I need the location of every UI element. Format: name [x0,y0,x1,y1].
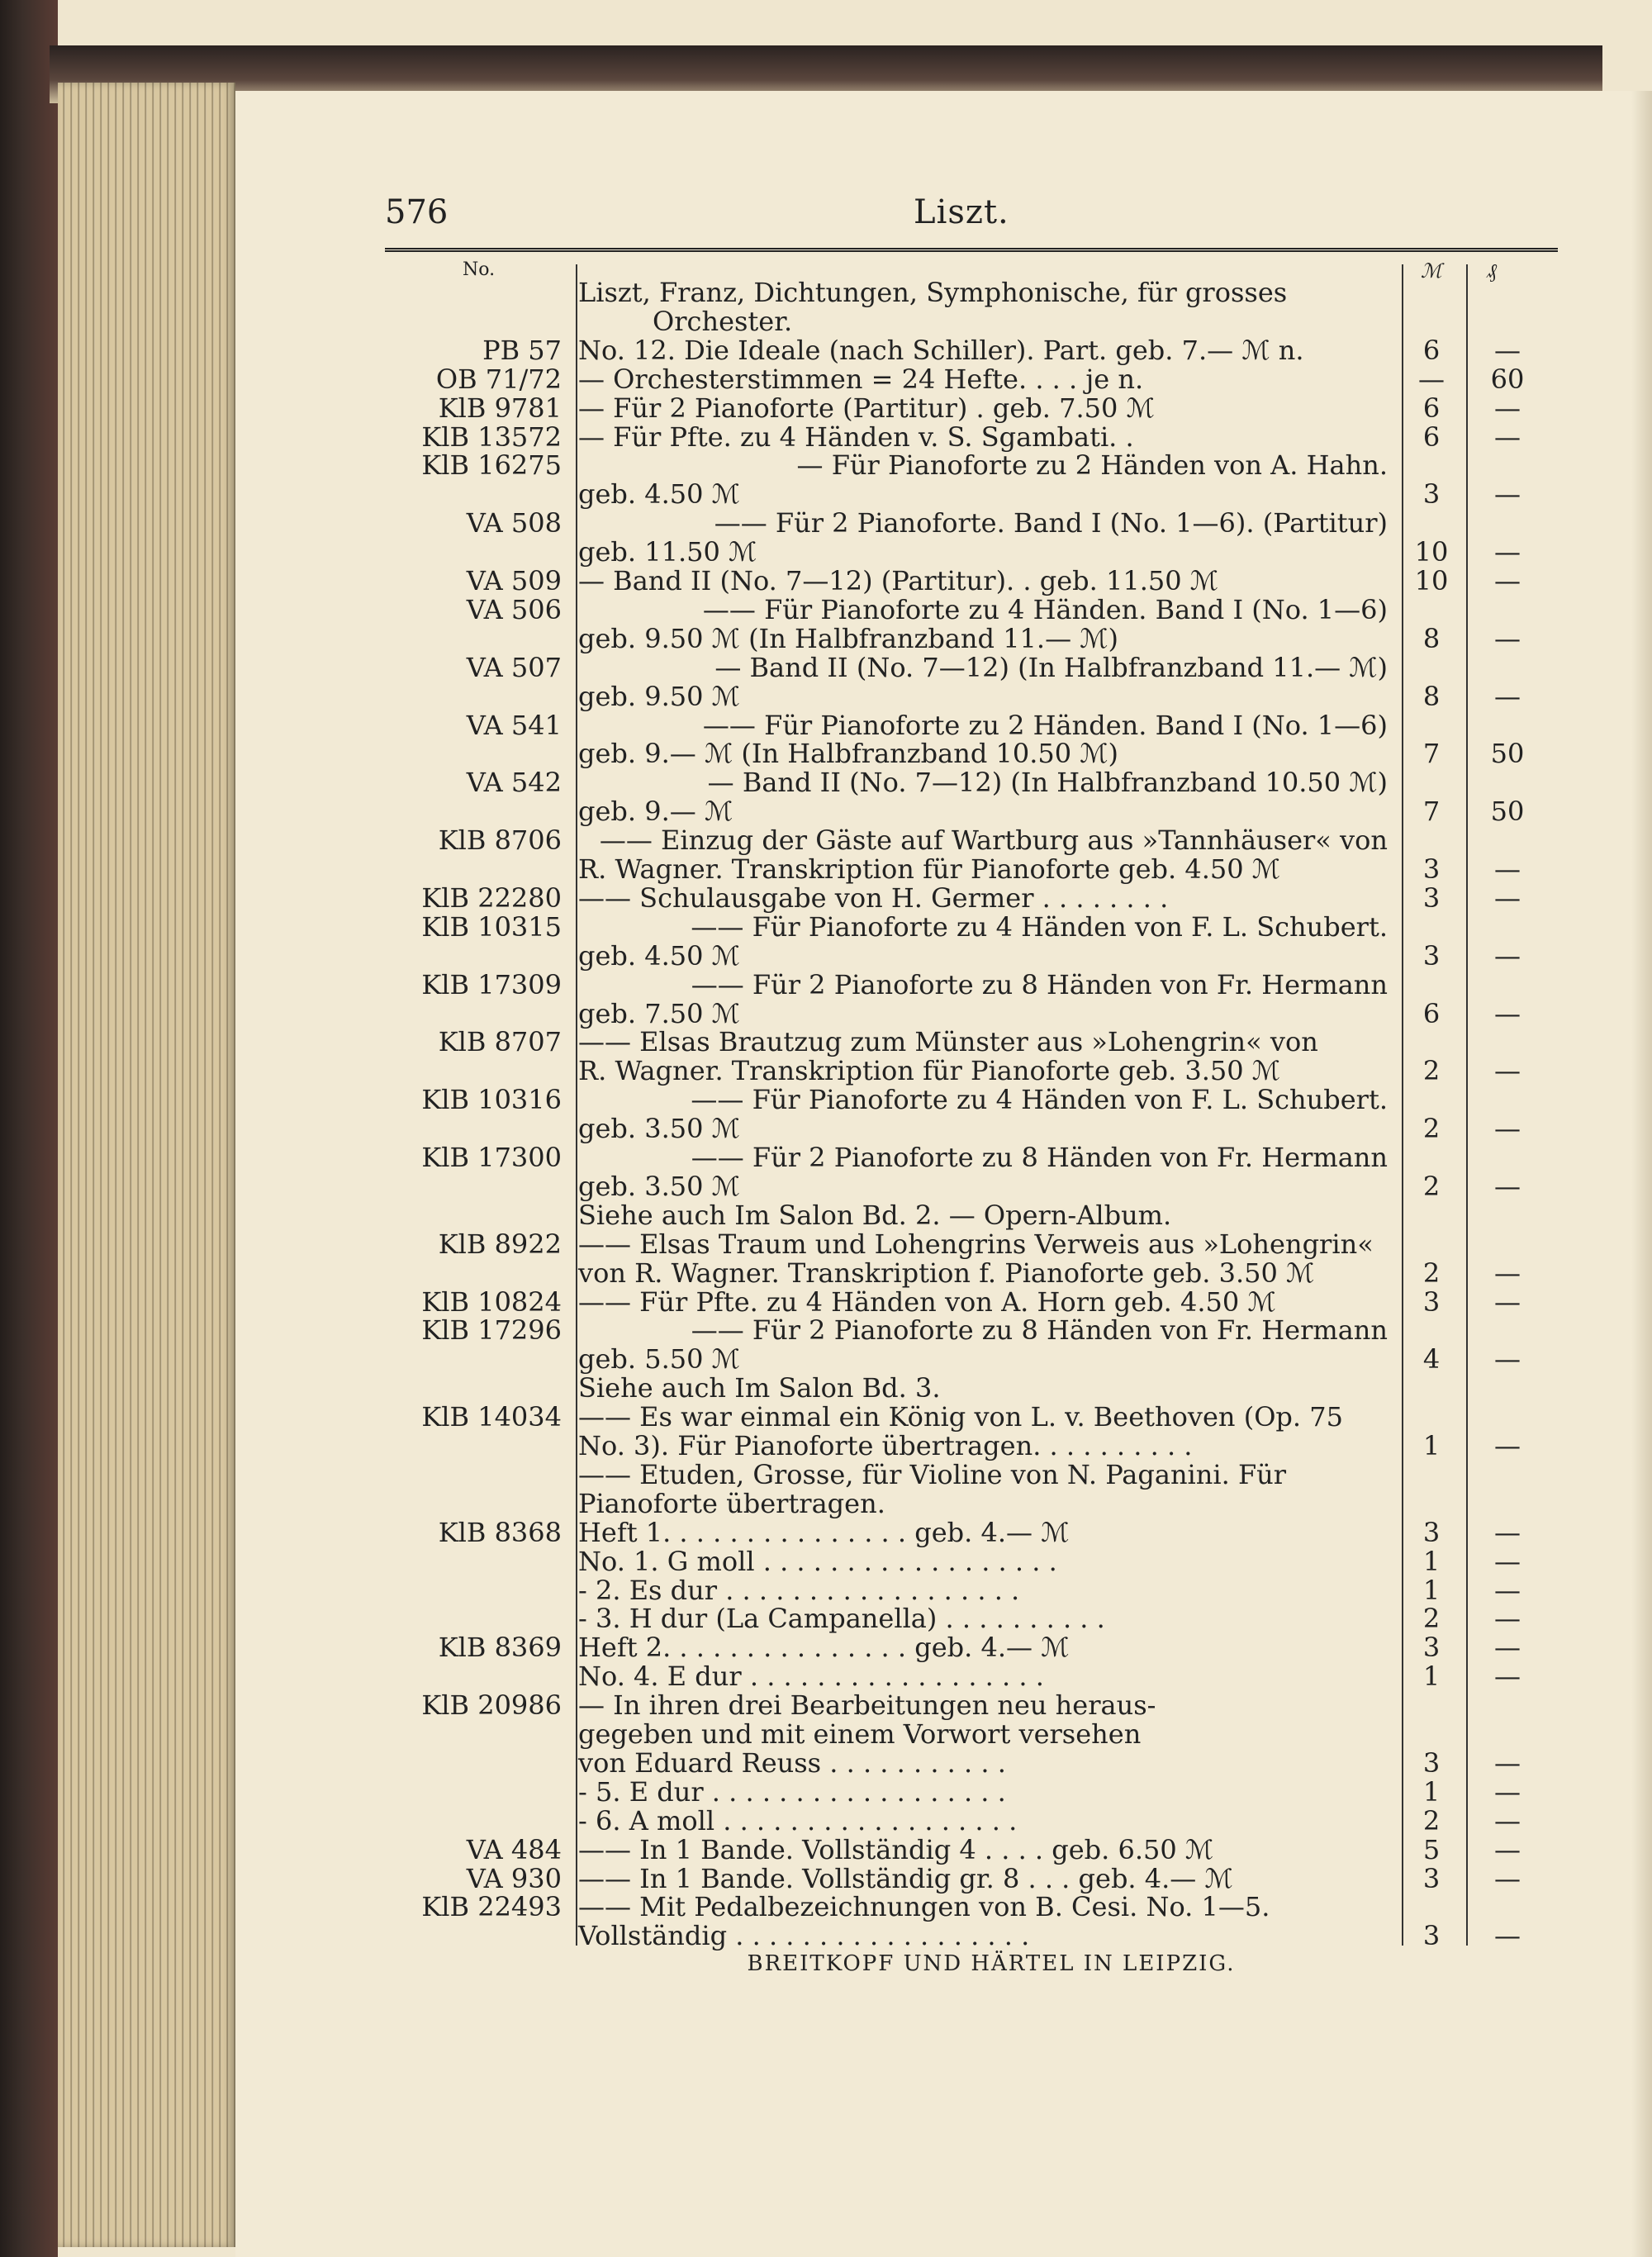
price-mark: 6 [1422,997,1441,1029]
catalog-line [0,1575,1652,1605]
entry-description: geb. 11.50 ℳ [578,536,757,568]
catalog-line [0,1892,1652,1922]
catalog-line [0,1632,1652,1662]
entry-description: — Band II (No. 7—12) (In Halbfranzband 11.— ℳ) [714,651,1388,683]
price-mark: 3 [1422,1862,1441,1894]
catalog-line [0,970,1652,1000]
entry-description: geb. 3.50 ℳ [578,1170,740,1202]
entry-description: —— Für 2 Pianoforte zu 8 Händen von Fr. Hermann [691,968,1388,1000]
catalog-line [0,1229,1652,1259]
catalog-number: KlB 17300 [421,1142,562,1173]
header-rule [385,248,1558,254]
catalog-line [0,1027,1652,1057]
price-pfennig: — [1494,1804,1521,1836]
catalog-line [0,624,1652,653]
catalog-number: VA 930 [466,1862,562,1894]
entry-description: —— Etuden, Grosse, für Violine von N. Paganini. Für [578,1458,1287,1490]
entry-description: - 2. Es dur . . . . . . . . . . . . . . . . . . [578,1574,1020,1606]
entry-description: —— In 1 Bande. Vollständig gr. 8 . . . geb. 4.— ℳ [578,1862,1233,1894]
catalog-line [0,1402,1652,1432]
price-pfennig: — [1494,1257,1521,1289]
catalog-line [0,941,1652,971]
entry-description: R. Wagner. Transkription für Pianoforte geb. 4.50 ℳ [578,853,1280,885]
catalog-line [0,1373,1652,1403]
price-mark: 3 [1422,478,1441,511]
price-mark: 8 [1422,680,1441,712]
catalog-line [0,1661,1652,1691]
price-pfennig: — [1494,1430,1521,1461]
entry-description: Siehe auch Im Salon Bd. 3. [578,1372,941,1404]
catalog-number: KlB 20986 [421,1689,562,1722]
catalog-line [0,1604,1652,1633]
price-mark: 2 [1422,1257,1441,1289]
catalog-line [0,653,1652,682]
catalog-number: KlB 8707 [438,1026,562,1058]
catalog-number: KlB 16275 [421,449,562,482]
entry-description: —— Für Pianoforte zu 4 Händen. Band I (No. 1—6) [702,593,1388,625]
price-mark: 7 [1422,796,1441,828]
catalog-number: KlB 8706 [438,824,562,857]
entry-description: geb. 4.50 ℳ [578,478,740,511]
catalog-number: PB 57 [482,334,562,366]
catalog-number: KlB 22280 [421,881,562,914]
price-pfennig: — [1494,939,1521,972]
column-header-pf: ₰ [1487,259,1497,283]
price-mark: 6 [1422,392,1441,424]
catalog-line [0,306,1652,336]
price-mark: 3 [1422,1920,1441,1952]
entry-description: — Für Pianoforte zu 2 Händen von A. Hahn. [796,449,1388,482]
price-pfennig: — [1494,1632,1521,1664]
catalog-number: VA 541 [466,709,562,741]
entry-description: No. 4. E dur . . . . . . . . . . . . . . . . . . [578,1661,1044,1693]
entry-description: geb. 5.50 ℳ [578,1343,740,1376]
entry-description: geb. 9.50 ℳ (In Halbfranzband 11.— ℳ) [578,622,1118,654]
catalog-line [0,1287,1652,1317]
price-pfennig: — [1494,1920,1521,1952]
catalog-line [0,1690,1652,1720]
price-pfennig: — [1494,334,1521,366]
price-mark: 2 [1422,1804,1441,1836]
catalog-line [0,710,1652,740]
column-header-no: No. [463,259,496,280]
entry-description: —— In 1 Bande. Vollständig 4 . . . . geb. 6.50 ℳ [578,1833,1214,1865]
entry-description: —— Elsas Traum und Lohengrins Verweis aus »Lohengrin« [578,1228,1374,1260]
catalog-number: KlB 13572 [421,421,562,453]
catalog-number: VA 508 [466,507,562,539]
entry-description: No. 1. G moll . . . . . . . . . . . . . . . . . . [578,1545,1057,1577]
catalog-number: VA 509 [466,565,562,596]
price-pfennig: — [1494,1661,1521,1693]
catalog-number: OB 71/72 [435,363,562,395]
catalog-line [0,335,1652,365]
catalog-line [0,1143,1652,1172]
catalog-line [0,1547,1652,1576]
catalog-line [0,1085,1652,1114]
price-mark: 3 [1422,853,1441,885]
catalog-line [0,508,1652,538]
entry-description: — Für Pfte. zu 4 Händen v. S. Sgambati. . [578,421,1134,453]
running-head: Liszt. [914,193,1009,231]
price-mark: 8 [1422,622,1441,654]
price-pfennig: 60 [1490,363,1525,395]
entry-description: —— Es war einmal ein König von L. v. Beethoven (Op. 75 [578,1401,1343,1433]
catalog-line [0,1056,1652,1086]
entry-description: No. 3). Für Pianoforte übertragen. . . . . . . . . . [578,1430,1193,1461]
price-mark: 5 [1422,1833,1441,1865]
price-mark: 6 [1422,334,1441,366]
catalog-line [0,1719,1652,1749]
entry-description: R. Wagner. Transkription für Pianoforte geb. 3.50 ℳ [578,1055,1280,1087]
price-pfennig: — [1494,1055,1521,1087]
entry-description: —— Für Pfte. zu 4 Händen von A. Horn geb. 4.50 ℳ [578,1285,1276,1318]
catalog-line [0,595,1652,625]
entry-description: — Für 2 Pianoforte (Partitur) . geb. 7.50 ℳ [578,392,1155,424]
catalog-line [0,739,1652,768]
entry-description: — In ihren drei Bearbeitungen neu heraus- [578,1689,1156,1722]
price-mark: 1 [1422,1775,1441,1808]
entry-description: Vollständig . . . . . . . . . . . . . . . . . . [578,1920,1030,1952]
price-pfennig: — [1494,680,1521,712]
entry-description: gegeben und mit einem Vorwort versehen [578,1718,1142,1750]
price-mark: 3 [1422,1746,1441,1779]
price-pfennig: — [1494,1833,1521,1865]
catalog-line [0,1748,1652,1778]
price-pfennig: — [1494,1603,1521,1635]
entry-description: Siehe auch Im Salon Bd. 2. — Opern-Album. [578,1199,1172,1231]
catalog-line [0,1315,1652,1345]
catalog-number: KlB 10315 [421,910,562,943]
price-pfennig: — [1494,881,1521,914]
catalog-line [0,767,1652,797]
catalog-line [0,999,1652,1029]
catalog-line [0,883,1652,913]
price-mark: 3 [1422,881,1441,914]
catalog-number: KlB 22493 [421,1891,562,1923]
entry-description: Liszt, Franz, Dichtungen, Symphonische, für grosses [578,277,1288,308]
catalog-number: KlB 17296 [421,1314,562,1347]
price-mark: 1 [1422,1545,1441,1577]
catalog-line [0,912,1652,942]
catalog-number: KlB 14034 [421,1401,562,1433]
catalog-line [0,422,1652,452]
entry-description: — Orchesterstimmen = 24 Hefte. . . . je n. [578,363,1144,395]
catalog-number: KlB 17309 [421,968,562,1000]
price-pfennig: 50 [1490,796,1525,828]
catalog-line [0,393,1652,423]
catalog-line [0,682,1652,711]
entry-description: — Band II (No. 7—12) (Partitur). . geb. 11.50 ℳ [578,565,1218,596]
price-pfennig: — [1494,1545,1521,1577]
entry-description: —— Für Pianoforte zu 4 Händen von F. L. Schubert. [691,910,1388,943]
price-pfennig: 50 [1490,738,1525,770]
entry-description: —— Für Pianoforte zu 2 Händen. Band I (No. 1—6) [702,709,1388,741]
entry-description: Heft 1. . . . . . . . . . . . . . . geb. 4.— ℳ [578,1516,1070,1548]
catalog-line [0,1258,1652,1288]
entry-description: von R. Wagner. Transkription f. Pianoforte geb. 3.50 ℳ [578,1257,1315,1289]
price-mark: 3 [1422,939,1441,972]
price-mark: 1 [1422,1661,1441,1693]
entry-description: — Band II (No. 7—12) (In Halbfranzband 10.50 ℳ) [707,767,1388,799]
price-pfennig: — [1494,1285,1521,1318]
price-pfennig: — [1494,421,1521,453]
entry-description: - 3. H dur (La Campanella) . . . . . . . . . . [578,1603,1105,1635]
entry-description: geb. 4.50 ℳ [578,939,740,972]
entry-description: - 6. A moll . . . . . . . . . . . . . . . . . . [578,1804,1018,1836]
price-pfennig: — [1494,565,1521,596]
catalog-line [0,364,1652,394]
catalog-line [0,450,1652,480]
catalog-number: VA 507 [466,651,562,683]
catalog-line [0,1200,1652,1230]
price-pfennig: — [1494,997,1521,1029]
catalog-line [0,796,1652,826]
entry-description: geb. 3.50 ℳ [578,1113,740,1145]
price-pfennig: — [1494,1170,1521,1202]
catalog-line [0,1806,1652,1836]
entry-description: geb. 9.— ℳ (In Halbfranzband 10.50 ℳ) [578,738,1118,770]
catalog-line [0,1114,1652,1143]
catalog-number: KlB 10316 [421,1084,562,1116]
catalog-line [0,566,1652,596]
price-pfennig: — [1494,1516,1521,1548]
price-mark: 6 [1422,421,1441,453]
price-pfennig: — [1494,536,1521,568]
price-mark: 10 [1414,565,1449,596]
catalog-line [0,854,1652,884]
entry-description: —— Für 2 Pianoforte zu 8 Händen von Fr. Hermann [691,1142,1388,1173]
entry-description: —— Für 2 Pianoforte zu 8 Händen von Fr. Hermann [691,1314,1388,1347]
price-pfennig: — [1494,1113,1521,1145]
price-mark: 2 [1422,1113,1441,1145]
catalog-line [0,1921,1652,1951]
catalog-line [0,537,1652,567]
price-pfennig: — [1494,1574,1521,1606]
catalog-number: KlB 8922 [438,1228,562,1260]
entry-description: —— Elsas Brautzug zum Münster aus »Lohengrin« von [578,1026,1318,1058]
catalog-line [0,1460,1652,1490]
catalog-line [0,1344,1652,1374]
price-mark: 3 [1422,1516,1441,1548]
catalog-number: KlB 8368 [438,1516,562,1548]
catalog-line [0,479,1652,509]
catalog-line [0,1489,1652,1518]
entry-description: von Eduard Reuss . . . . . . . . . . . [578,1746,1006,1779]
entry-description: —— Für Pianoforte zu 4 Händen von F. L. Schubert. [691,1084,1388,1116]
entry-description: Pianoforte übertragen. [578,1487,885,1519]
price-mark: 4 [1422,1343,1441,1376]
price-pfennig: — [1494,1746,1521,1779]
catalog-number: KlB 10824 [421,1285,562,1318]
catalog-line [0,1518,1652,1547]
price-mark: 7 [1422,738,1441,770]
price-mark: 2 [1422,1170,1441,1202]
entry-description: geb. 9.— ℳ [578,796,733,828]
price-mark: 3 [1422,1285,1441,1318]
catalog-number: KlB 9781 [438,392,562,424]
price-pfennig: — [1494,853,1521,885]
entry-description: —— Einzug der Gäste auf Wartburg aus »Tannhäuser« von [599,824,1388,857]
price-mark: 3 [1422,1632,1441,1664]
price-mark: 2 [1422,1055,1441,1087]
entry-description: geb. 7.50 ℳ [578,997,740,1029]
entry-description: - 5. E dur . . . . . . . . . . . . . . . . . . [578,1775,1006,1808]
price-mark: 1 [1422,1430,1441,1461]
price-mark: 1 [1422,1574,1441,1606]
catalog-number: VA 506 [466,593,562,625]
catalog-line [0,1835,1652,1865]
entry-description: —— Mit Pedalbezeichnungen von B. Cesi. No. 1—5. [578,1891,1270,1923]
entry-description: geb. 9.50 ℳ [578,680,740,712]
price-pfennig: — [1494,622,1521,654]
catalog-number: VA 542 [466,767,562,799]
price-pfennig: — [1494,1775,1521,1808]
entry-description: Heft 2. . . . . . . . . . . . . . . geb. 4.— ℳ [578,1632,1070,1664]
price-mark: 2 [1422,1603,1441,1635]
catalog-number: KlB 8369 [438,1632,562,1664]
page-number: 576 [385,193,449,231]
catalog-line [0,1864,1652,1894]
column-header-mark: ℳ [1421,259,1442,283]
catalog-line [0,1777,1652,1807]
entry-description: No. 12. Die Ideale (nach Schiller). Part. geb. 7.— ℳ n. [578,334,1304,366]
catalog-number: VA 484 [466,1833,562,1865]
catalog-line [0,825,1652,855]
entry-description: Orchester. [653,305,793,337]
entry-description: —— Schulausgabe von H. Germer . . . . . . . . [578,881,1169,914]
price-mark: — [1418,363,1445,395]
catalog-line [0,1171,1652,1201]
price-pfennig: — [1494,392,1521,424]
entry-description: —— Für 2 Pianoforte. Band I (No. 1—6). (Partitur) [714,507,1388,539]
catalog-line [0,278,1652,307]
catalog-line [0,1431,1652,1461]
price-mark: 10 [1414,536,1449,568]
price-pfennig: — [1494,1343,1521,1376]
publisher-footer: BREITKOPF UND HÄRTEL IN LEIPZIG. [747,1951,1236,1976]
price-pfennig: — [1494,478,1521,511]
price-pfennig: — [1494,1862,1521,1894]
